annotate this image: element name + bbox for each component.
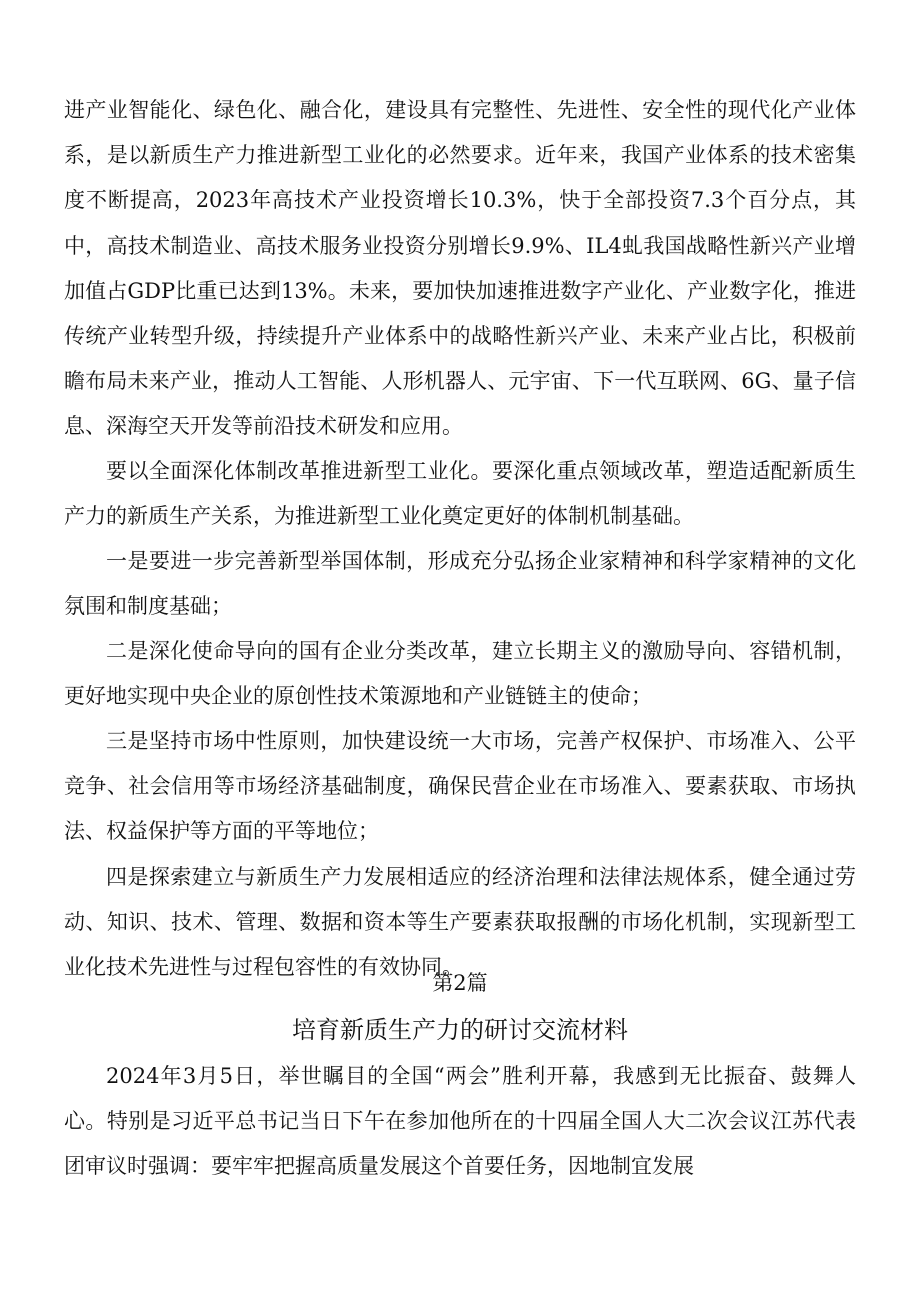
body-paragraph-point-four: 四是探索建立与新质生产力发展相适应的经济治理和法律法规体系，健全通过劳动、知识、技术、管理、数据和资本等生产要素获取报酬的市场化机制，实现新型工业化技术先进性与过程包容性的有效协同。 [64, 865, 856, 980]
section-title: 培育新质生产力的研讨交流材料 [292, 1016, 628, 1044]
body-paragraph-point-two: 二是深化使命导向的国有企业分类改革，建立长期主义的激励导向、容错机制，更好地实现中央企业的原创性技术策源地和产业链链主的使命； [64, 639, 856, 709]
intro-paragraph: 2024年3月5日，举世瞩目的全国“两会”胜利开幕，我感到无比振奋、鼓舞人心。特别是习近平总书记当日下午在参加他所在的十四届全国人大二次会议江苏代表团审议时强调：要牢牢把握高质量发展这个首要任务，因地制宜发展 [64, 1064, 856, 1179]
body-paragraph-industry-system: 进产业智能化、绿色化、融合化，建设具有完整性、先进性、安全性的现代化产业体系，是以新质生产力推进新型工业化的必然要求。近年来，我国产业体系的技术密集度不断提高，2023年高技术产业投资增长10.3%，快于全部投资7.3个百分点，其中，高技术制造业、高技术服务业投资分别增长9.9%、IL4虬我国战略性新兴产业增加值占GDP比重已达到13%。未来，要加快加速推进数字产业化、产业数字化，推进传统产业转型升级，持续提升产业体系中的战略性新兴产业、未来产业占比，积极前瞻布局未来产业，推动人工智能、人形机器人、元宇宙、下一代互联网、6G、量子信息、深海空天开发等前沿技术研发和应用。 [64, 98, 856, 439]
body-paragraph-point-one: 一是要进一步完善新型举国体制，形成充分弘扬企业家精神和科学家精神的文化氛围和制度基础； [64, 549, 856, 619]
body-paragraph-reform: 要以全面深化体制改革推进新型工业化。要深化重点领域改革，塑造适配新质生产力的新质生产关系，为推进新型工业化奠定更好的体制机制基础。 [64, 459, 856, 529]
section-number: 第2篇 [432, 971, 488, 995]
body-paragraph-point-three: 三是坚持市场中性原则，加快建设统一大市场，完善产权保护、市场准入、公平竞争、社会信用等市场经济基础制度，确保民营企业在市场准入、要素获取、市场执法、权益保护等方面的平等地位； [64, 729, 856, 844]
